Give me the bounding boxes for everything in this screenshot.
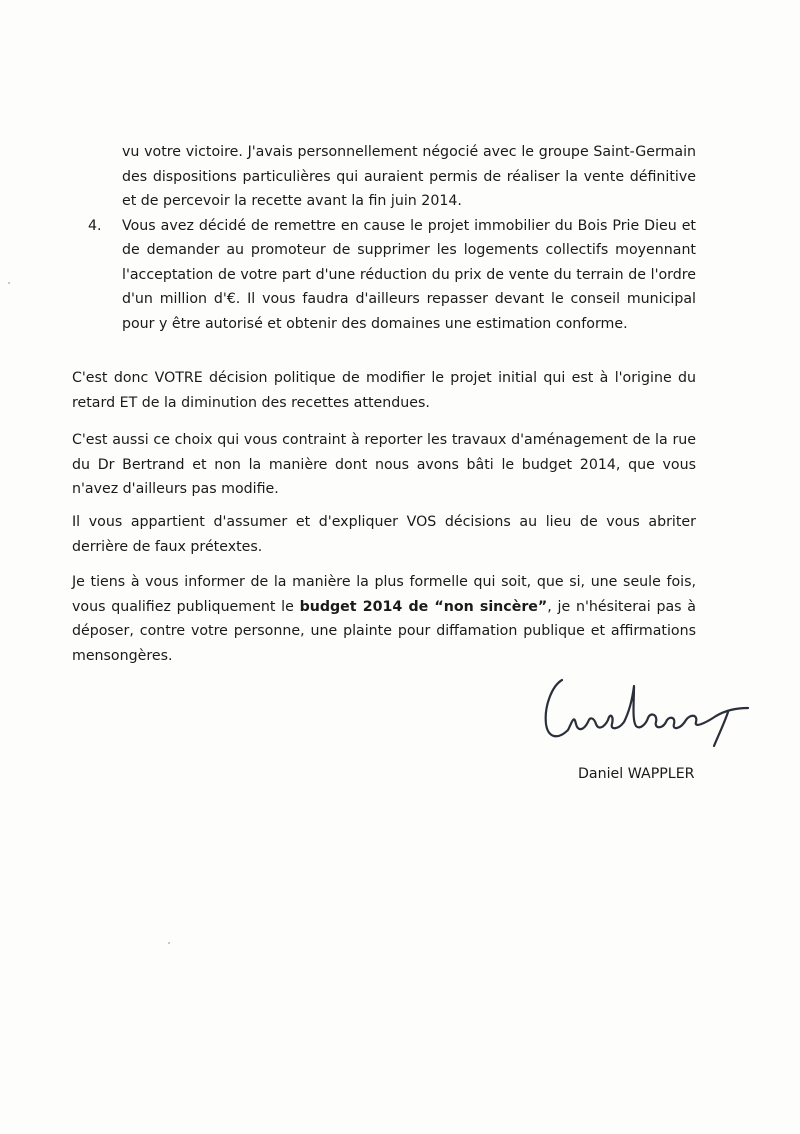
list-item-4 <box>88 214 696 337</box>
signature-stroke-main <box>546 680 748 736</box>
warning-text-bold: budget 2014 de “non sincère” <box>299 598 548 615</box>
list-item-4-text: Vous avez décidé de remettre en cause le projet immobilier du Bois Prie Dieu et de demander au promoteur de supprimer les logements collectifs moyennant l'acceptation de votre part d'une réduction du prix de vente du terrain de l'ordre d'un million d'€. Il vous faudra d'ailleurs repasser devant le conseil municipal pour y être autorisé et obtenir des domaines une estimation conforme. <box>122 217 696 332</box>
handwritten-signature <box>538 672 758 750</box>
list-item-4-number: 4. <box>88 217 102 234</box>
list-item-3-continuation: vu votre victoire. J'avais personnellement négocié avec le groupe Saint-Germain des dispositions particulières qui auraient permis de réaliser la vente définitive et de percevoir la recette avant la fin juin 2014. <box>122 144 696 209</box>
signer-name: Daniel WAPPLER <box>578 766 695 782</box>
warning-text-end: , je n'hésiterai pas à déposer, contre votre personne, une plainte pour diffamation publique et affirmations mensongères. <box>72 598 696 664</box>
numbered-list <box>88 140 696 336</box>
scan-speck <box>8 282 10 284</box>
warning-text-start: Je tiens à vous informer de la manière la plus formelle qui soit, que si, une seule fois, vous qualifiez publiquement le <box>72 574 696 615</box>
paragraph-choice: C'est aussi ce choix qui vous contraint à reporter les travaux d'aménagement de la rue du Dr Bertrand et non la manière dont nous avons bâti le budget 2014, que vous n'avez d'ailleurs pas modifie. <box>72 432 696 497</box>
paragraph-warning <box>72 570 696 668</box>
paragraph-decision: C'est donc VOTRE décision politique de modifier le projet initial qui est à l'origine du retard ET de la diminution des recettes attendues. <box>72 370 696 411</box>
paragraph-responsibility: Il vous appartient d'assumer et d'expliquer VOS décisions au lieu de vous abriter derrière de faux prétextes. <box>72 514 696 555</box>
scan-speck <box>168 942 170 944</box>
